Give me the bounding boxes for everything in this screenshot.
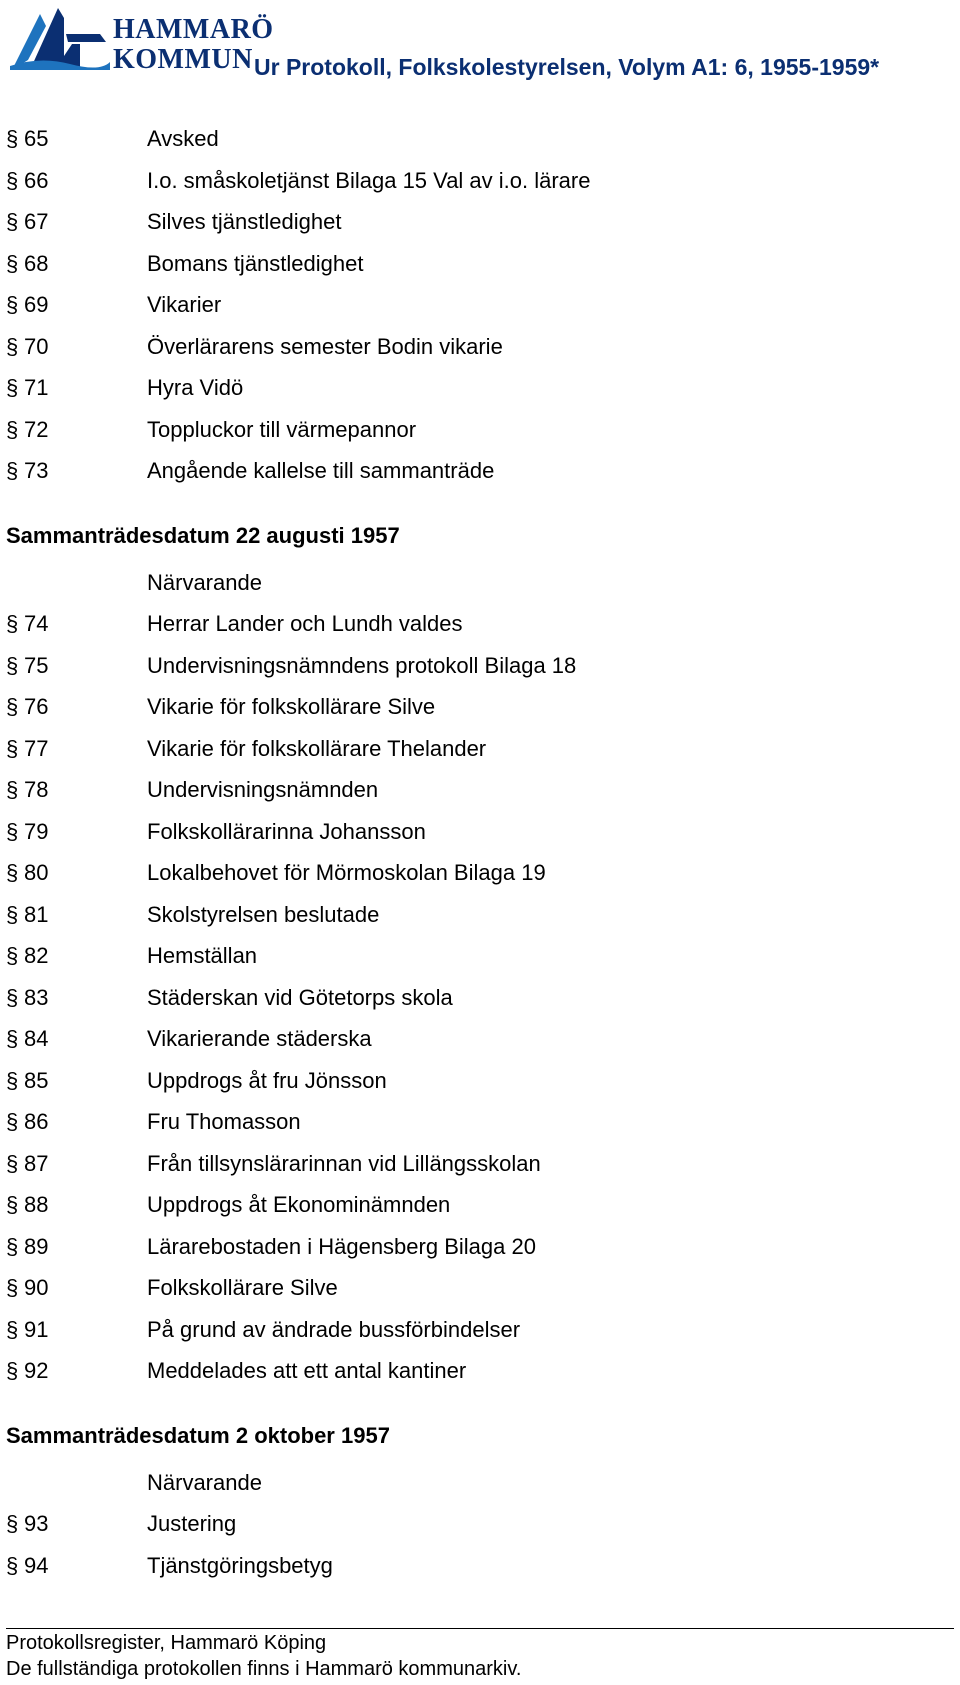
paragraph-sign: §	[6, 375, 19, 400]
logo-wordmark-line1: HAMMARÖ	[113, 14, 274, 45]
entry-text: Folkskollärarinna Johansson	[147, 818, 426, 844]
paragraph-sign: §	[6, 250, 19, 276]
footer-archive-note: De fullständiga protokollen finns i Hammarö kommunarkiv.	[6, 1658, 522, 1680]
paragraph-sign: §	[6, 1192, 19, 1217]
protocol-entry	[0, 1101, 960, 1143]
protocol-entry	[0, 894, 960, 936]
entry-number: 73	[24, 458, 49, 483]
paragraph-sign: §	[6, 901, 19, 927]
paragraph-sign: §	[6, 1358, 19, 1383]
protocol-entry	[0, 1184, 960, 1226]
paragraph-sign: §	[6, 1067, 19, 1093]
entry-text: Silves tjänstledighet	[147, 209, 342, 234]
protocol-entry	[0, 243, 960, 285]
entry-number: 65	[24, 126, 49, 151]
protocol-entry	[0, 160, 960, 202]
protocol-entry	[0, 1503, 960, 1545]
footer-register-label: Protokollsregister, Hammarö Köping	[6, 1632, 327, 1654]
attendance-label: Närvarande	[147, 1469, 262, 1495]
protocol-entry	[0, 686, 960, 728]
entry-number: 72	[24, 416, 49, 442]
entry-text: Uppdrogs åt Ekonominämnden	[147, 1192, 451, 1217]
entry-text: Meddelades att ett antal kantiner	[147, 1358, 467, 1383]
footer-divider	[6, 1628, 954, 1629]
protocol-entry	[0, 1226, 960, 1268]
entry-number: 89	[24, 1233, 49, 1259]
paragraph-sign: §	[6, 694, 19, 719]
entry-text: Fru Thomasson	[147, 1109, 301, 1134]
paragraph-sign: §	[6, 416, 19, 442]
entry-text: Folkskollärare Silve	[147, 1275, 338, 1300]
paragraph-sign: §	[6, 1109, 19, 1134]
logo-wordmark-line2: KOMMUN	[113, 44, 253, 75]
logo-emblem-icon	[10, 4, 110, 74]
entry-text: Hyra Vidö	[147, 375, 244, 400]
entry-number: 76	[24, 694, 49, 719]
entry-number: 88	[24, 1192, 49, 1217]
entry-number: 78	[24, 777, 49, 802]
protocol-entry	[0, 1143, 960, 1185]
paragraph-sign: §	[6, 1233, 19, 1259]
paragraph-sign: §	[6, 735, 19, 761]
entry-number: 80	[24, 860, 49, 885]
entry-text: Skolstyrelsen beslutade	[147, 901, 380, 927]
protocol-entry	[0, 367, 960, 409]
session-section	[0, 118, 960, 492]
paragraph-sign: §	[6, 167, 19, 193]
session-section	[0, 1410, 960, 1587]
paragraph-sign: §	[6, 1316, 19, 1342]
protocol-entry	[0, 201, 960, 243]
protocol-entry	[0, 769, 960, 811]
entry-text: Toppluckor till värmepannor	[147, 416, 417, 442]
entry-text: Hemställan	[147, 943, 258, 968]
paragraph-sign: §	[6, 458, 19, 483]
entry-number: 82	[24, 943, 49, 968]
page-header	[0, 0, 960, 100]
entry-text: Lärarebostaden i Hägensberg Bilaga 20	[147, 1233, 536, 1259]
entry-number: 91	[24, 1316, 49, 1342]
protocol-entry	[0, 1309, 960, 1351]
entry-number: 67	[24, 209, 49, 234]
paragraph-sign: §	[6, 126, 19, 151]
entry-text: Lokalbehovet för Mörmoskolan Bilaga 19	[147, 860, 546, 885]
paragraph-sign: §	[6, 652, 19, 678]
protocol-entry	[0, 118, 960, 160]
entry-text: Vikarie för folkskollärare Thelander	[147, 735, 487, 761]
protocol-entry	[0, 1267, 960, 1309]
entry-text: I.o. småskoletjänst Bilaga 15 Val av i.o. lärare	[147, 167, 591, 193]
entry-number: 92	[24, 1358, 49, 1383]
entry-number: 94	[24, 1552, 49, 1578]
paragraph-sign: §	[6, 777, 19, 802]
protocol-entry	[0, 1350, 960, 1392]
entry-text: Tjänstgöringsbetyg	[147, 1552, 333, 1578]
entry-number: 85	[24, 1067, 49, 1093]
paragraph-sign: §	[6, 611, 19, 636]
entry-text: Herrar Lander och Lundh valdes	[147, 611, 463, 636]
entry-number: 77	[24, 735, 49, 761]
entry-text: Justering	[147, 1511, 237, 1536]
entry-text: Vikarie för folkskollärare Silve	[147, 694, 436, 719]
paragraph-sign: §	[6, 1026, 19, 1051]
entry-number: 93	[24, 1511, 49, 1536]
entry-number: 68	[24, 250, 49, 276]
paragraph-sign: §	[6, 984, 19, 1010]
entry-text: Avsked	[147, 126, 219, 151]
entry-text: Överlärarens semester Bodin vikarie	[147, 333, 503, 359]
entry-number: 71	[24, 375, 49, 400]
entry-number: 75	[24, 652, 49, 678]
session-date-heading: Sammanträdesdatum 22 augusti 1957	[6, 522, 400, 548]
session-section	[0, 510, 960, 1392]
entry-number: 81	[24, 901, 49, 927]
paragraph-sign: §	[6, 333, 19, 359]
entry-text: Bomans tjänstledighet	[147, 250, 364, 276]
entry-text: Undervisningsnämndens protokoll Bilaga 18	[147, 652, 577, 678]
paragraph-sign: §	[6, 1552, 19, 1578]
entry-number: 86	[24, 1109, 49, 1134]
protocol-entry	[0, 1545, 960, 1587]
paragraph-sign: §	[6, 292, 19, 317]
paragraph-sign: §	[6, 1275, 19, 1300]
protocol-entry	[0, 645, 960, 687]
protocol-entry	[0, 284, 960, 326]
paragraph-sign: §	[6, 209, 19, 234]
paragraph-sign: §	[6, 1511, 19, 1536]
entry-text: Vikarierande städerska	[147, 1026, 372, 1051]
entry-number: 79	[24, 818, 49, 844]
entry-number: 74	[24, 611, 49, 636]
entry-text: Angående kallelse till sammanträde	[147, 458, 495, 483]
session-date-heading: Sammanträdesdatum 2 oktober 1957	[6, 1422, 390, 1448]
entry-number: 90	[24, 1275, 49, 1300]
paragraph-sign: §	[6, 1150, 19, 1176]
protocol-entry	[0, 409, 960, 451]
protocol-entry	[0, 977, 960, 1019]
hammaro-kommun-logo	[10, 4, 274, 80]
entry-text: Uppdrogs åt fru Jönsson	[147, 1067, 387, 1093]
protocol-entry	[0, 728, 960, 770]
protocol-entry	[0, 603, 960, 645]
protocol-entry	[0, 450, 960, 492]
entry-number: 84	[24, 1026, 49, 1051]
protocol-index	[0, 118, 960, 1586]
entry-number: 83	[24, 984, 49, 1010]
paragraph-sign: §	[6, 818, 19, 844]
protocol-entry	[0, 1060, 960, 1102]
protocol-entry	[0, 326, 960, 368]
entry-text: På grund av ändrade bussförbindelser	[147, 1316, 521, 1342]
protocol-entry	[0, 811, 960, 853]
entry-number: 66	[24, 167, 49, 193]
entry-text: Från tillsynslärarinnan vid Lillängsskolan	[147, 1150, 541, 1176]
paragraph-sign: §	[6, 860, 19, 885]
entry-number: 87	[24, 1150, 49, 1176]
entry-text: Vikarier	[147, 292, 222, 317]
entry-text: Undervisningsnämnden	[147, 777, 379, 802]
entry-text: Städerskan vid Götetorps skola	[147, 984, 453, 1010]
entry-number: 69	[24, 292, 49, 317]
protocol-entry	[0, 852, 960, 894]
protocol-entry	[0, 1018, 960, 1060]
attendance-label: Närvarande	[147, 569, 262, 595]
protocol-entry	[0, 935, 960, 977]
paragraph-sign: §	[6, 943, 19, 968]
entry-number: 70	[24, 333, 49, 359]
document-title: Ur Protokoll, Folkskolestyrelsen, Volym A1: 6, 1955-1959*	[254, 54, 880, 80]
